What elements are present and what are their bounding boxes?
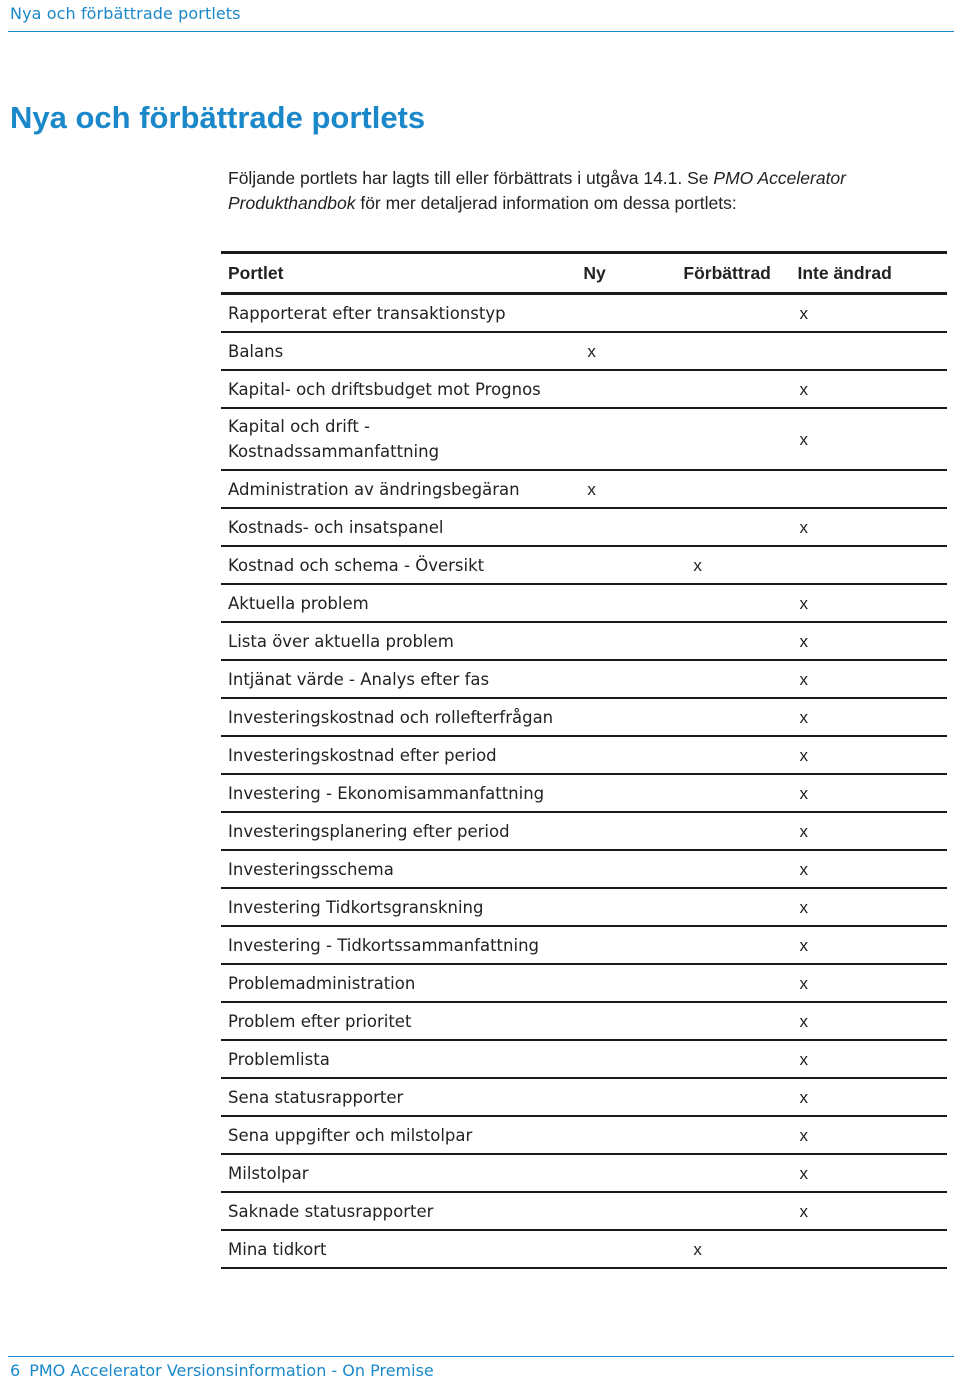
- intro-paragraph: [228, 166, 928, 216]
- cell-inte-andrad: [790, 470, 947, 508]
- cell-portlet: Mina tidkort: [221, 1230, 576, 1268]
- cell-forbattrad: [676, 470, 790, 508]
- cell-ny: [576, 850, 676, 888]
- table-row: [221, 294, 947, 333]
- cell-portlet: Problem efter prioritet: [221, 1002, 576, 1040]
- table-row: [221, 584, 947, 622]
- table-row: [221, 470, 947, 508]
- cell-portlet: Lista över aktuella problem: [221, 622, 576, 660]
- cell-inte-andrad: x: [790, 850, 947, 888]
- cell-ny: [576, 736, 676, 774]
- portlet-table: [221, 251, 947, 1269]
- cell-inte-andrad: x: [790, 508, 947, 546]
- page-number: 6: [10, 1361, 21, 1380]
- cell-portlet: Investering - Tidkortssammanfattning: [221, 926, 576, 964]
- cell-ny: [576, 1192, 676, 1230]
- cell-inte-andrad: [790, 332, 947, 370]
- cell-ny: [576, 1078, 676, 1116]
- cell-inte-andrad: x: [790, 964, 947, 1002]
- cell-inte-andrad: x: [790, 736, 947, 774]
- cell-forbattrad: [676, 812, 790, 850]
- cell-forbattrad: x: [676, 1230, 790, 1268]
- cell-ny: x: [576, 470, 676, 508]
- cell-ny: [576, 294, 676, 333]
- column-header-inte-andrad: Inte ändrad: [790, 253, 947, 294]
- footer-divider: [8, 1356, 954, 1357]
- cell-inte-andrad: [790, 546, 947, 584]
- cell-portlet: Kapital- och driftsbudget mot Prognos: [221, 370, 576, 408]
- cell-inte-andrad: x: [790, 1116, 947, 1154]
- table-body: [221, 294, 947, 1269]
- table-row: [221, 888, 947, 926]
- table-row: [221, 332, 947, 370]
- cell-portlet: Rapporterat efter transaktionstyp: [221, 294, 576, 333]
- intro-text-end: för mer detaljerad information om dessa portlets:: [355, 193, 737, 213]
- cell-forbattrad: [676, 370, 790, 408]
- table-row: [221, 926, 947, 964]
- cell-ny: [576, 774, 676, 812]
- cell-portlet: Investering - Ekonomisammanfattning: [221, 774, 576, 812]
- table-row: [221, 660, 947, 698]
- cell-inte-andrad: x: [790, 888, 947, 926]
- cell-ny: [576, 584, 676, 622]
- cell-portlet: Investeringskostnad och rollefterfrågan: [221, 698, 576, 736]
- cell-forbattrad: [676, 926, 790, 964]
- running-header: Nya och förbättrade portlets: [10, 4, 241, 23]
- cell-forbattrad: [676, 508, 790, 546]
- table-row: [221, 408, 947, 470]
- cell-forbattrad: [676, 660, 790, 698]
- cell-forbattrad: [676, 408, 790, 470]
- column-header-forbattrad: Förbättrad: [676, 253, 790, 294]
- cell-ny: [576, 660, 676, 698]
- cell-inte-andrad: x: [790, 660, 947, 698]
- table-row: [221, 774, 947, 812]
- table-row: [221, 1154, 947, 1192]
- cell-portlet: Intjänat värde - Analys efter fas: [221, 660, 576, 698]
- page-title: Nya och förbättrade portlets: [10, 100, 426, 135]
- table-row: [221, 622, 947, 660]
- page-footer: [10, 1361, 434, 1380]
- cell-portlet: Sena statusrapporter: [221, 1078, 576, 1116]
- footer-text: PMO Accelerator Versionsinformation - On Premise: [29, 1361, 434, 1380]
- cell-portlet: Kostnads- och insatspanel: [221, 508, 576, 546]
- cell-inte-andrad: x: [790, 1002, 947, 1040]
- cell-inte-andrad: x: [790, 926, 947, 964]
- cell-portlet: Problemadministration: [221, 964, 576, 1002]
- cell-ny: [576, 1154, 676, 1192]
- cell-ny: [576, 1230, 676, 1268]
- intro-text: Följande portlets har lagts till eller förbättrats i utgåva 14.1. Se: [228, 168, 714, 188]
- column-header-ny: Ny: [576, 253, 676, 294]
- intro-reference: PMO Accelerator Produkthandbok: [228, 168, 846, 213]
- cell-forbattrad: [676, 1002, 790, 1040]
- cell-forbattrad: x: [676, 546, 790, 584]
- table-row: [221, 1116, 947, 1154]
- cell-forbattrad: [676, 1154, 790, 1192]
- cell-ny: [576, 546, 676, 584]
- cell-inte-andrad: x: [790, 622, 947, 660]
- table-row: [221, 1192, 947, 1230]
- cell-forbattrad: [676, 1078, 790, 1116]
- cell-ny: [576, 408, 676, 470]
- cell-forbattrad: [676, 698, 790, 736]
- cell-forbattrad: [676, 964, 790, 1002]
- cell-ny: [576, 622, 676, 660]
- cell-portlet: Problemlista: [221, 1040, 576, 1078]
- cell-ny: [576, 1040, 676, 1078]
- cell-ny: [576, 508, 676, 546]
- cell-portlet: Investeringskostnad efter period: [221, 736, 576, 774]
- cell-inte-andrad: x: [790, 1040, 947, 1078]
- cell-inte-andrad: x: [790, 698, 947, 736]
- cell-portlet: Milstolpar: [221, 1154, 576, 1192]
- cell-ny: [576, 370, 676, 408]
- cell-inte-andrad: [790, 1230, 947, 1268]
- header-divider: [8, 31, 954, 32]
- cell-inte-andrad: x: [790, 294, 947, 333]
- cell-forbattrad: [676, 1192, 790, 1230]
- cell-portlet: Investeringsschema: [221, 850, 576, 888]
- cell-portlet: Sena uppgifter och milstolpar: [221, 1116, 576, 1154]
- cell-inte-andrad: x: [790, 1078, 947, 1116]
- cell-forbattrad: [676, 1116, 790, 1154]
- cell-forbattrad: [676, 622, 790, 660]
- cell-portlet: Aktuella problem: [221, 584, 576, 622]
- table-row: [221, 964, 947, 1002]
- table-row: [221, 370, 947, 408]
- cell-portlet: Administration av ändringsbegäran: [221, 470, 576, 508]
- cell-inte-andrad: x: [790, 408, 947, 470]
- cell-forbattrad: [676, 774, 790, 812]
- cell-portlet: Balans: [221, 332, 576, 370]
- cell-portlet: Saknade statusrapporter: [221, 1192, 576, 1230]
- cell-ny: x: [576, 332, 676, 370]
- table-row: [221, 850, 947, 888]
- cell-forbattrad: [676, 332, 790, 370]
- table-row: [221, 1040, 947, 1078]
- cell-ny: [576, 812, 676, 850]
- cell-portlet: Kapital och drift - Kostnadssammanfattning: [221, 408, 576, 470]
- cell-portlet: Kostnad och schema - Översikt: [221, 546, 576, 584]
- table-row: [221, 736, 947, 774]
- cell-ny: [576, 926, 676, 964]
- cell-inte-andrad: x: [790, 1192, 947, 1230]
- cell-inte-andrad: x: [790, 774, 947, 812]
- cell-forbattrad: [676, 888, 790, 926]
- cell-inte-andrad: x: [790, 370, 947, 408]
- cell-portlet: Investeringsplanering efter period: [221, 812, 576, 850]
- table-row: [221, 508, 947, 546]
- table-row: [221, 698, 947, 736]
- cell-inte-andrad: x: [790, 812, 947, 850]
- column-header-portlet: Portlet: [221, 253, 576, 294]
- cell-ny: [576, 964, 676, 1002]
- cell-ny: [576, 1116, 676, 1154]
- cell-ny: [576, 888, 676, 926]
- cell-inte-andrad: x: [790, 584, 947, 622]
- cell-forbattrad: [676, 584, 790, 622]
- cell-forbattrad: [676, 850, 790, 888]
- table-row: [221, 546, 947, 584]
- cell-portlet: Investering Tidkortsgranskning: [221, 888, 576, 926]
- cell-inte-andrad: x: [790, 1154, 947, 1192]
- cell-ny: [576, 698, 676, 736]
- cell-forbattrad: [676, 736, 790, 774]
- table-row: [221, 812, 947, 850]
- cell-ny: [576, 1002, 676, 1040]
- table-row: [221, 1002, 947, 1040]
- cell-forbattrad: [676, 294, 790, 333]
- table-row: [221, 1230, 947, 1268]
- table-row: [221, 1078, 947, 1116]
- cell-forbattrad: [676, 1040, 790, 1078]
- table-header-row: [221, 253, 947, 294]
